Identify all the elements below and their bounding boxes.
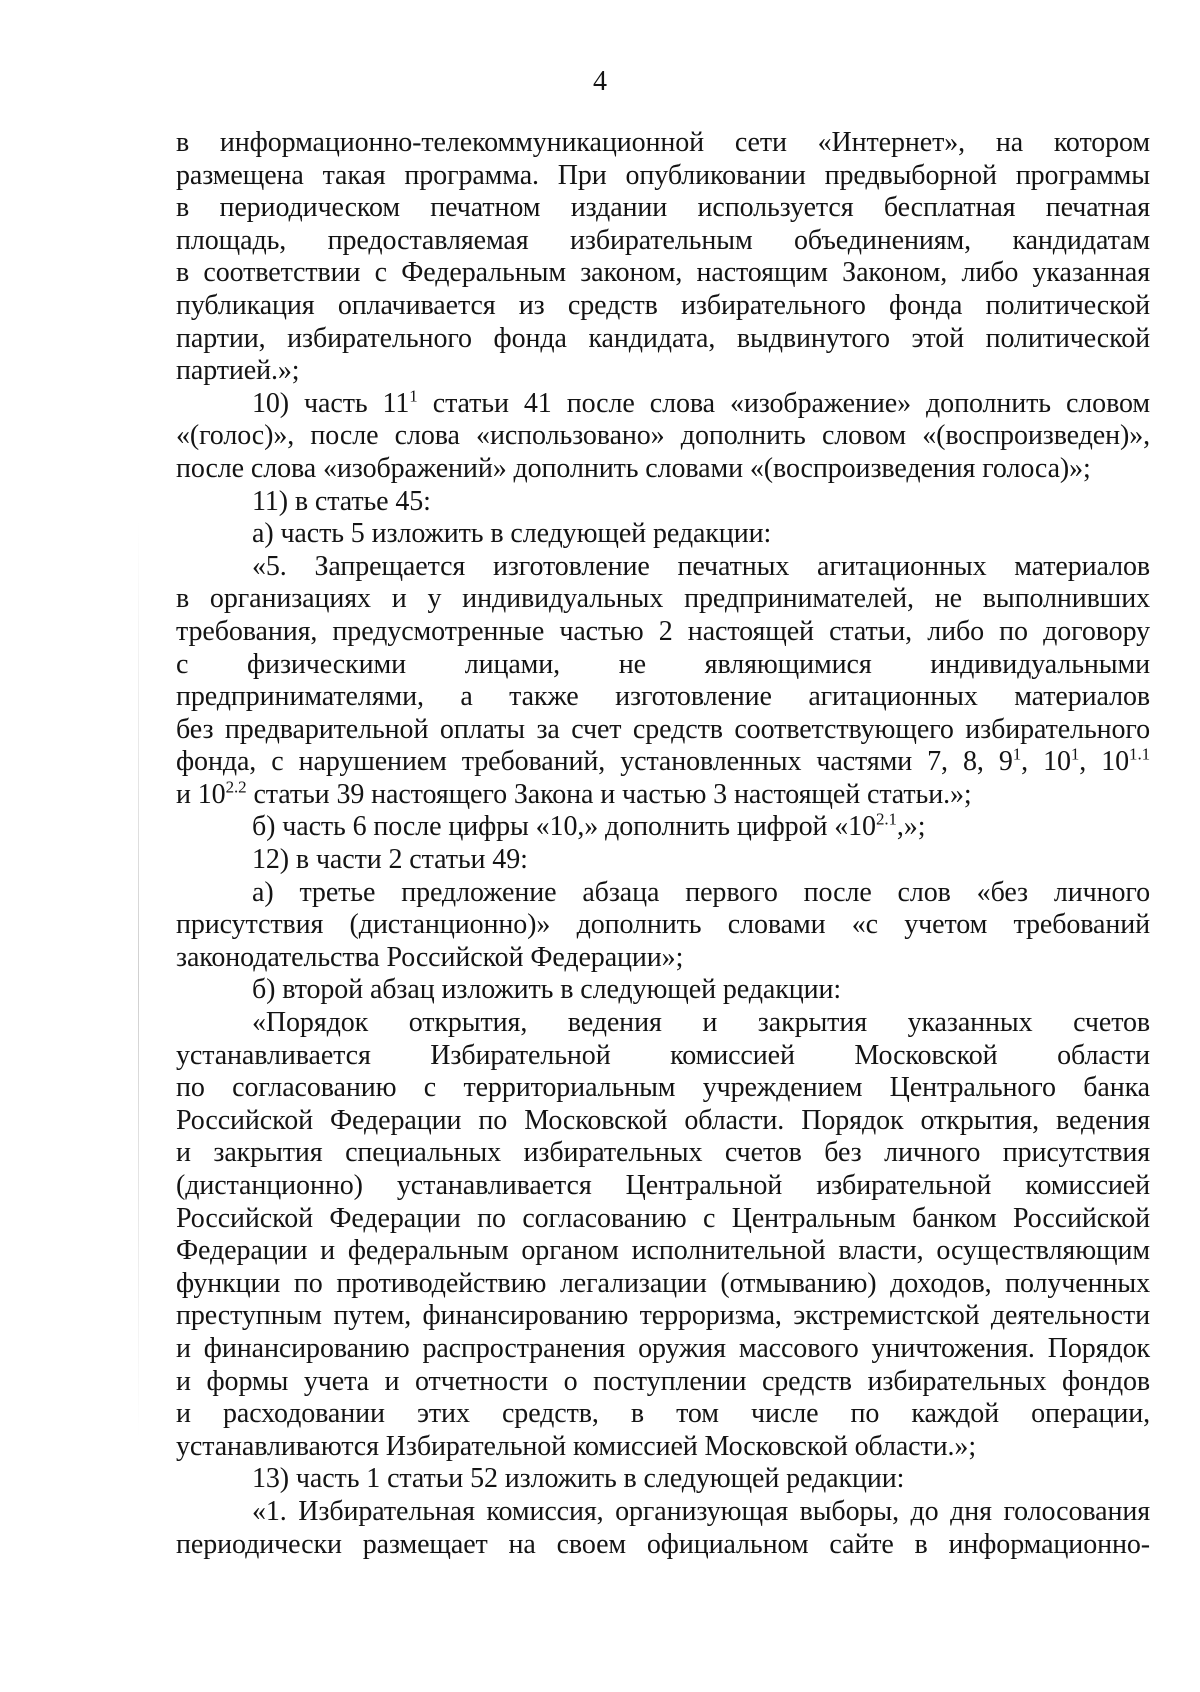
scan-artifact (138, 520, 139, 1440)
text-line: устанавливаются Избирательной комиссией Московской области.»; (176, 1430, 976, 1462)
text-line (176, 746, 1150, 779)
page-number: 4 (593, 66, 607, 97)
item-11b (176, 811, 1150, 844)
text-fragment: и 10 (176, 778, 226, 810)
item-12b: б) второй абзац изложить в следующей редакции: (252, 974, 842, 1006)
text-line: преступным путем, финансированию терроризма, экстремистской деятельности (176, 1300, 1150, 1332)
superscript: 1 (1070, 744, 1080, 764)
text-fragment: статьи 41 после слова «изображение» дополнить словом (417, 387, 1150, 419)
text-line: после слова «изображений» дополнить словами «(воспроизведения голоса)»; (176, 452, 1091, 484)
text-line: партией.»; (176, 355, 300, 387)
text-line: присутствия (дистанционно)» дополнить словами «с учетом требований (176, 909, 1150, 941)
text-line: и финансированию распространения оружия массового уничтожения. Порядок (176, 1332, 1150, 1364)
text-fragment: 10) часть 11 (252, 387, 410, 419)
quoted-accounts-procedure (176, 1007, 1150, 1463)
text-line: (дистанционно) устанавливается Центральной избирательной комиссией (176, 1170, 1150, 1201)
item-13: 13) часть 1 статьи 52 изложить в следующей редакции: (252, 1463, 905, 1495)
text-line: функции по противодействию легализации (отмыванию) доходов, полученных (176, 1267, 1150, 1299)
text-line: Федерации и федеральным органом исполнительной власти, осуществляющим (176, 1235, 1150, 1267)
text-fragment: б) часть 6 после цифры «10,» дополнить цифрой «10 (252, 811, 876, 843)
text-line: в периодическом печатном издании используется бесплатная печатная (176, 192, 1150, 224)
quoted-part-1-article-52 (176, 1496, 1150, 1561)
text-line: в организациях и у индивидуальных предпринимателей, не выполнивших (176, 583, 1150, 615)
document-body (176, 127, 1150, 1561)
text-line: устанавливается Избирательной комиссией Московской области (176, 1039, 1150, 1071)
text-line: с физическими лицами, не являющимися индивидуальными (176, 648, 1150, 680)
text-line: предпринимателями, а также изготовление агитационных материалов (176, 681, 1150, 713)
text-line: «Порядок открытия, ведения и закрытия указанных счетов (252, 1007, 1150, 1039)
item-11a: а) часть 5 изложить в следующей редакции: (252, 518, 772, 550)
text-line: а) третье предложение абзаца первого после слов «без личного (252, 876, 1150, 908)
text-fragment: ,»; (896, 811, 926, 843)
text-line: законодательства Российской Федерации»; (176, 941, 684, 973)
superscript: 1 (409, 386, 418, 406)
superscript: 1.1 (1129, 744, 1150, 764)
text-line: и закрытия специальных избирательных счетов без личного присутствия (176, 1137, 1150, 1169)
text-line: «1. Избирательная комиссия, организующая выборы, до дня голосования (252, 1495, 1150, 1527)
text-line: Российской Федерации по согласованию с Центральным банком Российской (176, 1202, 1150, 1234)
text-line: площадь, предоставляемая избирательным объединениям, кандидатам (176, 224, 1150, 256)
superscript: 1 (1012, 744, 1022, 764)
text-line: и расходовании этих средств, в том числе по каждой операции, (176, 1398, 1150, 1430)
text-fragment: , 10 (1079, 746, 1130, 778)
text-line: и формы учета и отчетности о поступлении средств избирательных фондов (176, 1365, 1150, 1397)
text-fragment: фонда, с нарушением требований, установленных частями 7, 8, 9 (176, 746, 1013, 778)
text-line: без предварительной оплаты за счет средств соответствующего избирательного (176, 713, 1150, 745)
text-fragment: , 10 (1021, 746, 1071, 778)
text-line: в информационно-телекоммуникационной сети «Интернет», на котором (176, 127, 1150, 158)
text-line: в соответствии с Федеральным законом, настоящим Законом, либо указанная (176, 257, 1150, 289)
item-12a (176, 877, 1150, 975)
text-line: «5. Запрещается изготовление печатных агитационных материалов (252, 550, 1150, 582)
text-line: публикация оплачивается из средств избирательного фонда политической (176, 289, 1150, 321)
text-fragment: статьи 39 настоящего Закона и частью 3 настоящей статьи.»; (246, 778, 972, 810)
quoted-part-5 (176, 551, 1150, 812)
superscript: 2.1 (875, 810, 897, 830)
text-line: партии, избирательного фонда кандидата, выдвинутого этой политической (176, 322, 1150, 354)
text-line: «(голос)», после слова «использовано» дополнить словом «(воспроизведен)», (176, 420, 1150, 452)
text-line: по согласованию с территориальным учреждением Центрального банка (176, 1072, 1150, 1104)
text-line: периодически размещает на своем официальном сайте в информационно- (176, 1528, 1150, 1560)
text-line: требования, предусмотренные частью 2 настоящей статьи, либо по договору (176, 615, 1150, 647)
paragraph-continuation (176, 127, 1150, 388)
text-line: размещена такая программа. При опубликовании предвыборной программы (176, 159, 1150, 191)
text-line (176, 388, 1150, 421)
text-line (176, 779, 1150, 812)
text-line: Российской Федерации по Московской области. Порядок открытия, ведения (176, 1104, 1150, 1136)
item-12: 12) в части 2 статьи 49: (252, 844, 528, 876)
item-11: 11) в статье 45: (252, 485, 431, 517)
superscript: 2.2 (225, 777, 247, 797)
item-10 (176, 388, 1150, 486)
